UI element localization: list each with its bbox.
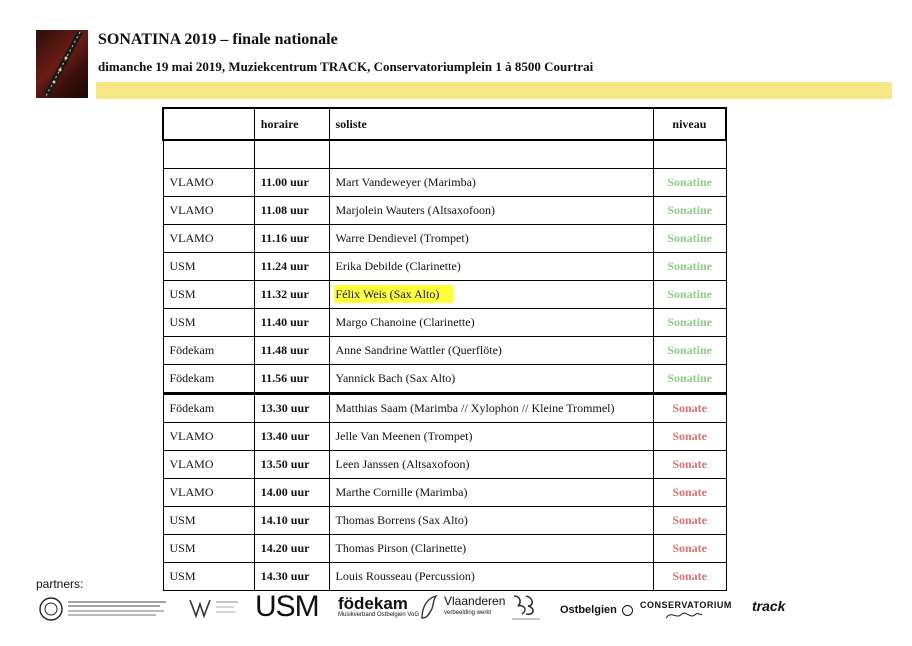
column-header-time: horaire [254,108,329,140]
row-level: Sonate [653,535,726,563]
row-level: Sonate [653,563,726,591]
row-soloist: Louis Rousseau (Percussion) [329,563,653,591]
row-time: 13.40 uur [254,423,329,451]
table-row [163,253,726,281]
row-org: USM [163,563,254,591]
ostbelgien-logo [560,604,633,616]
track-logo: track [752,598,786,614]
column-header-level: niveau [653,108,726,140]
row-soloist: Erika Debilde (Clarinette) [329,253,653,281]
event-subtitle: dimanche 19 mai 2019, Muziekcentrum TRACK, Conservatoriumplein 1 à 8500 Courtrai [98,59,594,74]
row-soloist: Leen Janssen (Altsaxofoon) [329,451,653,479]
row-soloist [329,281,653,309]
row-time: 13.30 uur [254,394,329,423]
row-org: VLAMO [163,225,254,253]
row-level: Sonate [653,479,726,507]
row-org: USM [163,253,254,281]
row-time: 14.20 uur [254,535,329,563]
table-row [163,197,726,225]
table-row [163,365,726,394]
row-org: VLAMO [163,451,254,479]
row-soloist: Jelle Van Meenen (Trompet) [329,423,653,451]
ostbelgien-logo-text: Ostbelgien [560,604,617,616]
table-row [163,337,726,365]
row-level: Sonatine [653,281,726,309]
table-spacer [163,140,726,169]
column-header-org [163,108,254,140]
row-org: Födekam [163,365,254,394]
row-level: Sonatine [653,197,726,225]
usm-logo: USM [255,590,319,623]
vlamo-logo [188,596,240,625]
row-org: VLAMO [163,197,254,225]
row-level: Sonatine [653,309,726,337]
fodekam-logo-tagline: Musikverband Ostbelgien VoG [338,612,420,618]
row-level: Sonate [653,451,726,479]
row-time: 11.00 uur [254,169,329,197]
table-row-highlighted [163,281,726,309]
table-header-row [163,108,726,140]
row-org: VLAMO [163,479,254,507]
row-org: USM [163,309,254,337]
row-time: 11.56 uur [254,365,329,394]
schedule-table [162,107,727,591]
row-soloist: Mart Vandeweyer (Marimba) [329,169,653,197]
row-soloist: Matthias Saam (Marimba // Xylophon // Kleine Trommel) [329,394,653,423]
conservatorium-kortrijk-logo [640,600,732,622]
row-org: Födekam [163,394,254,423]
row-time: 13.50 uur [254,451,329,479]
table-row [163,479,726,507]
row-org: USM [163,507,254,535]
highlighted-soloist: Félix Weis (Sax Alto) [334,285,454,303]
table-row [163,423,726,451]
row-time: 11.48 uur [254,337,329,365]
ostbelgien-ring-icon [622,605,633,616]
table-row [163,535,726,563]
row-soloist: Warre Dendievel (Trompet) [329,225,653,253]
row-time: 14.00 uur [254,479,329,507]
row-soloist: Margo Chanoine (Clarinette) [329,309,653,337]
federation-wallonie-bruxelles-logo [510,592,542,627]
row-level: Sonatine [653,169,726,197]
row-level: Sonate [653,394,726,423]
row-time: 14.10 uur [254,507,329,535]
row-level: Sonatine [653,337,726,365]
row-time: 11.32 uur [254,281,329,309]
row-soloist: Anne Sandrine Wattler (Querflöte) [329,337,653,365]
row-time: 11.16 uur [254,225,329,253]
row-org: Födekam [163,337,254,365]
kortrijk-script-icon [664,610,704,620]
oboe-photo-thumbnail [36,30,88,98]
table-row [163,169,726,197]
partner-logos [0,590,912,630]
table-row [163,309,726,337]
row-level: Sonate [653,423,726,451]
oboe-image [36,30,88,98]
table-row [163,394,726,423]
row-soloist: Marjolein Wauters (Altsaxofoon) [329,197,653,225]
partners-label: partners: [36,577,84,591]
row-soloist: Thomas Pirson (Clarinette) [329,535,653,563]
row-org: USM [163,535,254,563]
row-soloist: Thomas Borrens (Sax Alto) [329,507,653,535]
row-soloist: Marthe Cornille (Marimba) [329,479,653,507]
centre-culturel-seal-logo [38,594,168,629]
page-title: SONATINA 2019 – finale nationale [98,31,338,48]
row-level: Sonatine [653,253,726,281]
row-level: Sonatine [653,225,726,253]
row-level: Sonate [653,507,726,535]
fodekam-logo-text: födekam [338,594,408,613]
row-level: Sonatine [653,365,726,394]
header-highlight-bar [96,82,892,99]
row-org: VLAMO [163,169,254,197]
row-time: 11.08 uur [254,197,329,225]
row-soloist: Yannick Bach (Sax Alto) [329,365,653,394]
table-row [163,507,726,535]
row-time: 11.40 uur [254,309,329,337]
row-time: 14.30 uur [254,563,329,591]
vlaanderen-logo-text: Vlaanderen [444,594,506,608]
row-time: 11.24 uur [254,253,329,281]
conservatorium-logo-text: CONSERVATORIUM [640,600,732,610]
row-org: VLAMO [163,423,254,451]
table-row [163,563,726,591]
column-header-soloist: soliste [329,108,653,140]
table-row [163,225,726,253]
row-org: USM [163,281,254,309]
fodekam-logo [338,594,419,618]
vlaanderen-logo-tagline: verbeelding werkt [444,610,492,616]
table-row [163,451,726,479]
